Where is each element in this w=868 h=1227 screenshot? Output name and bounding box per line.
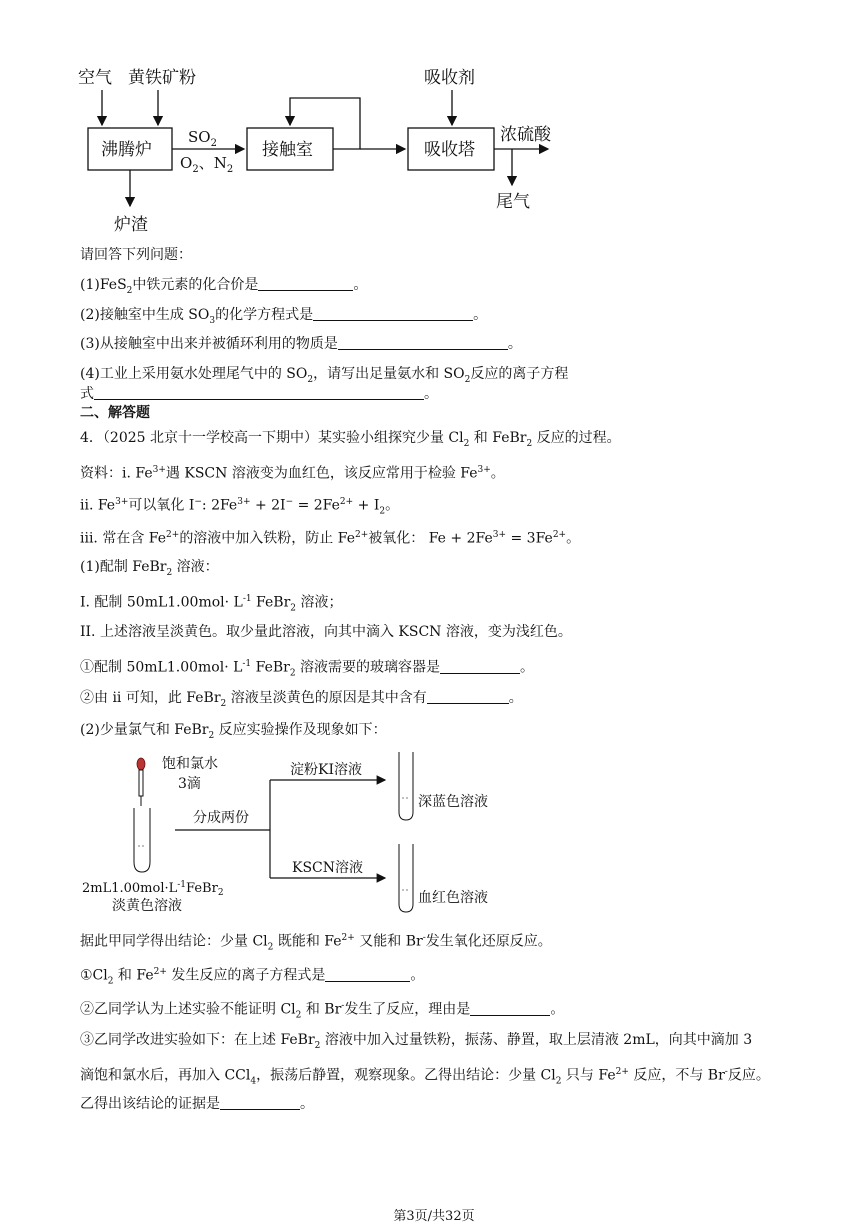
answer-blank[interactable]	[313, 306, 473, 321]
answer-blank[interactable]	[325, 967, 410, 982]
step-II: II. 上述溶液呈淡黄色。取少量此溶液，向其中滴入 KSCN 溶液，变为浅红色。	[80, 624, 572, 640]
question-2-1: $①Cl_2$ 和 $Fe^{2+}$ 发生反应的离子方程式是 。	[80, 967, 425, 987]
answer-blank[interactable]	[220, 1095, 300, 1110]
info-i: 资料：i. $Fe^{3+}$遇 KSCN 溶液变为血红色，该反应常用于检验 $Fe^{3+}$。	[80, 465, 505, 482]
question-2: (2)接触室中生成 $SO_3$的化学方程式是 。	[80, 307, 488, 326]
answer-blank[interactable]	[427, 689, 509, 704]
o2-n2-label: $O_2$、$N_2$	[180, 154, 234, 175]
result-2-label: 血红色溶液	[418, 890, 488, 906]
section-heading: 二、解答题	[80, 405, 150, 421]
question-1-1: ①配制 $50mL1.00mol\cdot L^{-1}$ FeBr$_2$ 溶液需要的玻璃容器是 。	[80, 659, 535, 679]
tail-gas-label: 尾气	[496, 192, 530, 212]
problem-4-stem: 4．（2025 北京十一学校高一下期中）某实验小组探究少量 $Cl_2$ 和 FeBr$_2$ 反应的过程。	[80, 430, 621, 449]
flow-absorbent-label: 吸收剂	[424, 68, 475, 88]
contact-room-label: 接触室	[262, 140, 313, 160]
drops-label: 3滴	[178, 776, 201, 792]
process-flow-diagram	[0, 0, 868, 240]
question-1-2: ②由 ii 可知，此 FeBr$_2$ 溶液呈淡黄色的原因是其中含有 。	[80, 690, 523, 709]
absorption-tower-label: 吸收塔	[424, 140, 475, 160]
questions-intro: 请回答下列问题：	[80, 247, 192, 263]
question-2-3-end: 乙得出该结论的证据是 。	[80, 1096, 314, 1112]
slag-label: 炉渣	[114, 215, 148, 235]
test-tube-icon	[134, 808, 150, 872]
answer-blank[interactable]	[338, 335, 508, 350]
step-I: I. 配制 $50mL1.00mol\cdot L^{-1}$ FeBr$_2$ 溶液；	[80, 594, 343, 614]
subquestion-2: (2)少量氯气和 FeBr$_2$ 反应实验操作及现象如下：	[80, 722, 387, 741]
split-label: 分成两份	[193, 810, 249, 826]
page-footer: 第3页/共32页	[393, 1209, 475, 1224]
result-1-label: 深蓝色溶液	[418, 794, 488, 810]
question-2-2: ②乙同学认为上述实验不能证明 $Cl_2$ 和 Br-发生了反应，理由是 。	[80, 1001, 565, 1021]
subquestion-1: (1)配制 FeBr$_2$ 溶液：	[80, 559, 219, 578]
test-tube-icon	[399, 752, 413, 820]
so2-label: $SO_2$	[188, 128, 217, 149]
question-2-3: ③乙同学改进实验如下：在上述 FeBr$_2$ 溶液中加入过量铁粉，振荡、静置，取上层清液 2mL，向其中滴加 3	[80, 1032, 753, 1051]
reagent-1-label: 淀粉KI溶液	[290, 762, 362, 778]
solution-label: $2mL1.00mol\cdot L^{-1}FeBr_2$	[82, 880, 224, 898]
question-3: (3)从接触室中出来并被循环利用的物质是 。	[80, 336, 522, 352]
question-4-cont: 式 。	[80, 386, 438, 402]
conclusion: 据此甲同学得出结论：少量 $Cl_2$ 既能和 $Fe^{2+}$ 又能和 Br-发生氧化还原反应。	[80, 933, 552, 953]
solution-color-label: 淡黄色溶液	[112, 898, 182, 914]
conc-acid-label: 浓硫酸	[500, 125, 551, 145]
chlorine-water-label: 饱和氯水	[162, 756, 218, 772]
info-ii: ii. $Fe^{3+}$可以氧化 I−: $2Fe^{3+} + 2I^- = 2Fe^{2+} + I_2$。	[80, 497, 400, 517]
question-4: (4)工业上采用氨水处理尾气中的 $SO_2$，请写出足量氨水和 $SO_2$反应的离子方程	[80, 366, 569, 385]
answer-blank[interactable]	[94, 385, 424, 400]
test-tube-icon	[399, 844, 413, 912]
answer-blank[interactable]	[470, 1001, 550, 1016]
reagent-2-label: KSCN溶液	[292, 860, 364, 876]
answer-blank[interactable]	[258, 276, 353, 291]
experiment-diagram	[0, 740, 868, 920]
flow-air-label: 空气	[78, 68, 112, 88]
flow-pyrite-label: 黄铁矿粉	[128, 68, 196, 88]
question-2-3-cont: 滴饱和氯水后，再加入 CCl$_4$，振荡后静置，观察现象。乙得出结论：少量 $Cl_2$ 只与 $Fe^{2+}$ 反应，不与 Br-反应。	[80, 1067, 770, 1087]
answer-blank[interactable]	[440, 659, 520, 674]
boiling-furnace-label: 沸腾炉	[101, 140, 152, 160]
dropper-icon	[137, 758, 145, 806]
info-iii: iii. 常在含 $Fe^{2+}$的溶液中加入铁粉，防止 $Fe^{2+}$被氧化： $Fe + 2Fe^{3+} = 3Fe^{2+}$。	[80, 530, 581, 547]
question-1: (1)FeS$_2$中铁元素的化合价是 。	[80, 277, 368, 296]
